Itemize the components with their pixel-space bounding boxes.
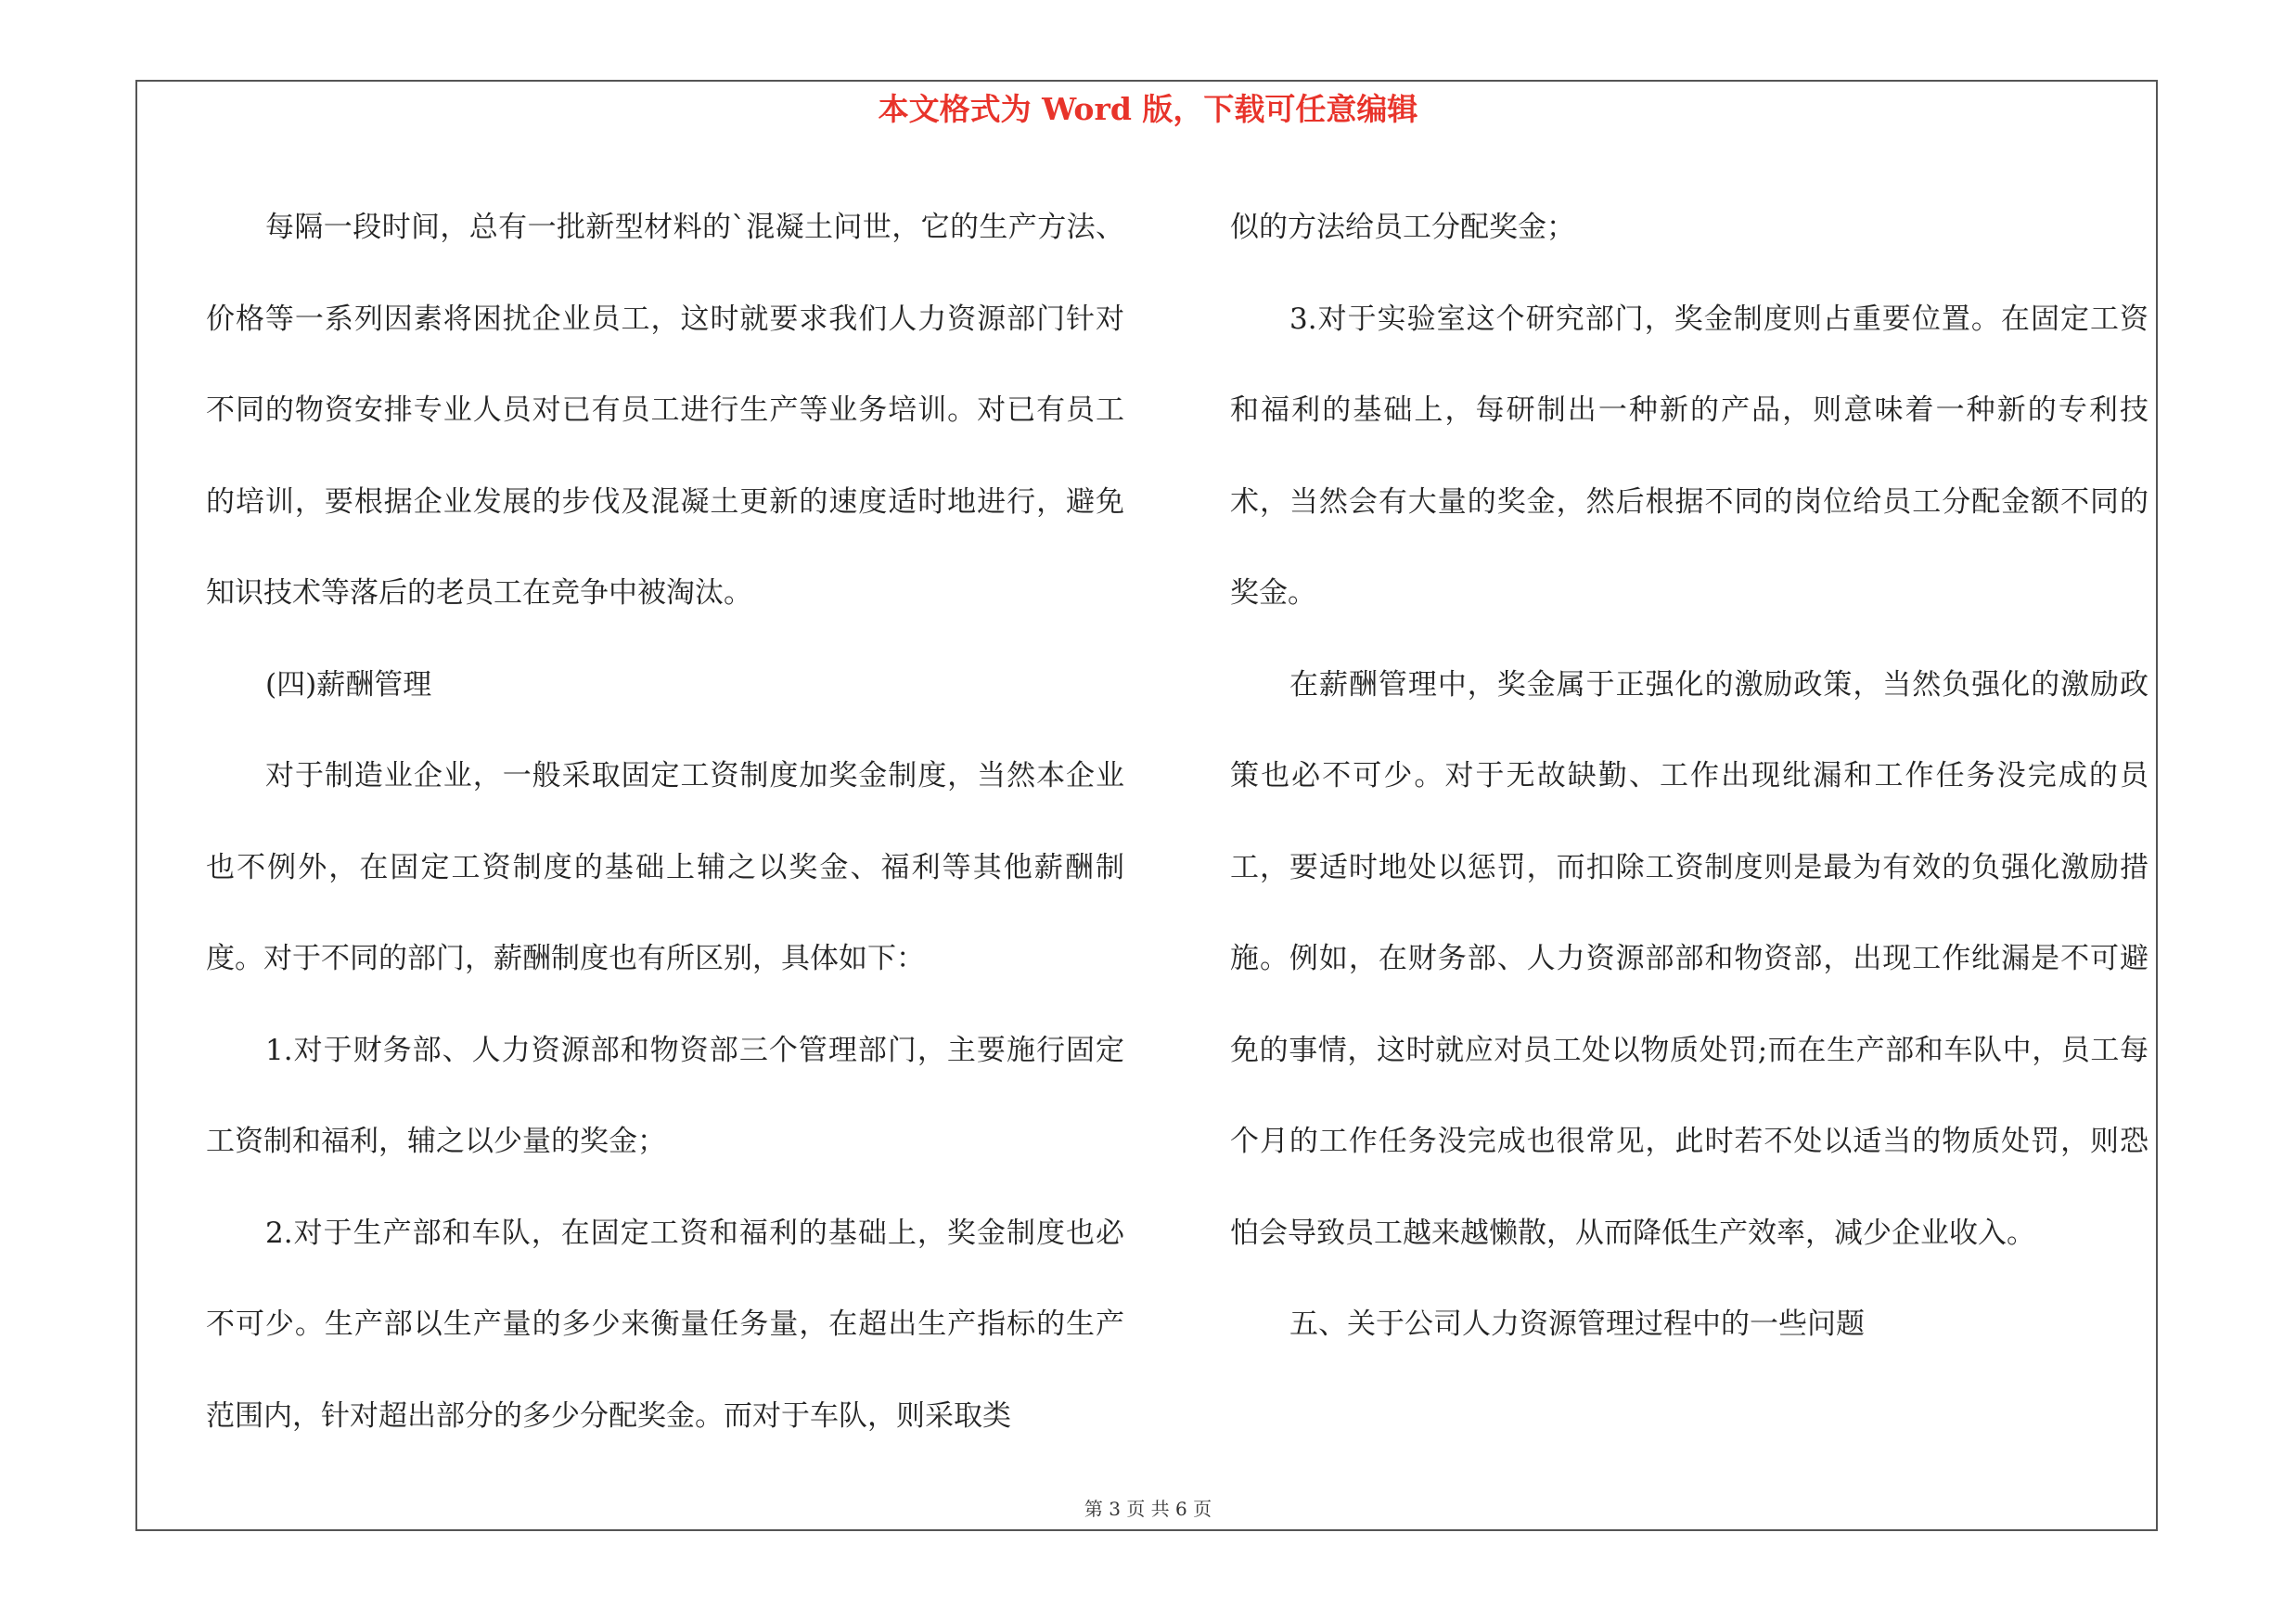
right-column <box>1230 182 2148 1371</box>
section-heading: 五、关于公司人力资源管理过程中的一些问题 <box>1289 1307 1865 1341</box>
paragraph: 每隔一段时间，总有一批新型材料的`混凝土问世，它的生产方法、价格等一系列因素将困扰企业员工，这时就要求我们人力资源部门针对不同的物资安排专业人员对已有员工进行生产等业务培训。对已有员工的培训，要根据企业发展的步伐及混凝土更新的速度适时地进行，避免知识技术等落后的老员工在竞争中被淘汰。 <box>206 211 1124 610</box>
page-number: 第 3 页 共 6 页 <box>1084 1498 1212 1520</box>
header-notice: 本文格式为 Word 版，下载可任意编辑 <box>878 91 1418 127</box>
left-column <box>206 182 1124 1462</box>
list-item: 1.对于财务部、人力资源部和物资部三个管理部门，主要施行固定工资制和福利，辅之以少量的奖金； <box>206 1033 1124 1158</box>
paragraph: 对于制造业企业，一般采取固定工资制度加奖金制度，当然本企业也不例外，在固定工资制度的基础上辅之以奖金、福利等其他薪酬制度。对于不同的部门，薪酬制度也有所区别，具体如下： <box>206 759 1124 975</box>
section-heading: (四)薪酬管理 <box>265 667 432 702</box>
paragraph: 在薪酬管理中，奖金属于正强化的激励政策，当然负强化的激励政策也必不可少。对于无故缺勤、工作出现纰漏和工作任务没完成的员工，要适时地处以惩罚，而扣除工资制度则是最为有效的负强化激励措施。例如，在财务部、人力资源部部和物资部，出现工作纰漏是不可避免的事情，这时就应对员工处以物质处罚;而在生产部和车队中，员工每个月的工作任务没完成也很常见，此时若不处以适当的物质处罚，则恐怕会导致员工越来越懒散，从而降低生产效率，减少企业收入。 <box>1230 667 2148 1250</box>
list-item: 2.对于生产部和车队，在固定工资和福利的基础上，奖金制度也必不可少。生产部以生产量的多少来衡量任务量，在超出生产指标的生产范围内，针对超出部分的多少分配奖金。而对于车队，则采取类 <box>206 1216 1124 1433</box>
list-item: 3.对于实验室这个研究部门，奖金制度则占重要位置。在固定工资和福利的基础上，每研制出一种新的产品，则意味着一种新的专利技术，当然会有大量的奖金，然后根据不同的岗位给员工分配金额不同的奖金。 <box>1230 302 2148 610</box>
paragraph-continuation: 似的方法给员工分配奖金； <box>1230 211 1575 244</box>
